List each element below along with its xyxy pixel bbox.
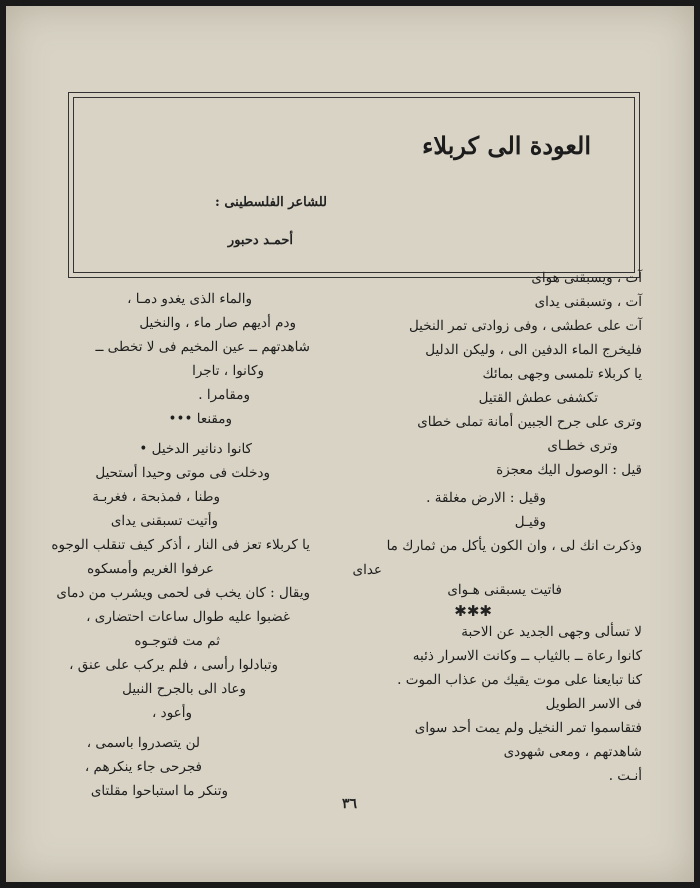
verse-line: لن يتصدروا باسمى ، [86,735,200,751]
poem-right-column [332,270,642,790]
verse-line: عداى [352,562,382,578]
verse-line: كانوا رعاة ــ بالثياب ــ وكانت الاسرار ذئبه [412,648,642,664]
verse-line: كنا تبايعنا على موت يقيك من عذاب الموت . [397,672,642,688]
verse-line: آت ، وتسبقنى يداى [534,294,642,310]
verse-line: عرفوا الغريم وأمسكوه [87,561,214,577]
poet-label: للشاعر الفلسطينى : [215,195,327,210]
verse-line: فتقاسموا تمر النخيل ولم يمت أحد سوای [414,720,642,736]
verse-line: وتنكر ما استباحوا مقلتاى [90,783,228,799]
verse-line: ودم أديهم صار ماء ، والنخيل [139,315,296,331]
verse-line: آت ، ويسبقنى هواى [531,270,642,286]
section-divider-stars: ✱✱✱ [454,602,492,620]
poet-name: أحمـد دحبور [227,233,293,248]
verse-line: وطنا ، فمذبحة ، فغربـة [92,489,220,505]
verse-line: وقيل : الارض مغلقة . [426,490,546,506]
verse-line: فاتيت يسبقنى هـواى [447,582,562,598]
title-frame [68,92,640,278]
verse-line: وترى على جرح الجبين أمانة تملى خطاى [417,414,642,430]
verse-line: وكانوا ، تاجرا [192,363,264,379]
page-number: ٣٦ [342,796,358,812]
magazine-page [6,6,694,882]
title-frame-inner-border [73,97,635,273]
verse-line: والماء الذى يغدو دمـا ، [127,291,252,307]
verse-line: قيل : الوصول اليك معجزة [496,462,642,478]
verse-line: فليخرج الماء الدفين الى ، وليكن الدليل [425,342,642,358]
verse-line: ودخلت فى موتى وحيدا أستحيل [95,465,270,481]
verse-line: شاهدتهم ، ومعى شهودى [503,744,642,760]
verse-line: ومقامرا . [198,387,250,403]
verse-line: وأعود ، [152,705,192,721]
verse-line: أنـت . [608,768,642,784]
verse-line: غضبوا عليه طوال ساعات احتضارى ، [86,609,290,625]
verse-line: وأتيت تسبقنى يداى [110,513,218,529]
verse-line: وترى خطـاى [547,438,618,454]
verse-line: آت على عطشى ، وفى زوادتى تمر النخيل [408,318,642,334]
verse-line: كانوا دنانير الدخيل • [139,441,252,457]
verse-line: لا تسألى وجهى الجديد عن الاحبة [461,624,642,640]
verse-line: يا كربلاء تعز فى النار ، أذكر كيف تنقلب الوجوه [51,537,310,553]
verse-line: ثم مت فتوجـوه [134,633,220,649]
verse-line: وذكرت انك لى ، وان الكون يأكل من ثمارك ما [386,538,642,554]
verse-line: شاهدتهم ــ عين المخيم فى لا تخطى ــ [95,339,310,355]
verse-line: ومقنعا ••• [168,411,232,427]
poem-title: العودة الى كربلاء [422,131,591,160]
poem-left-column [10,291,310,799]
verse-line: ويقال : كان يخب فى لحمى ويشرب من دماى [56,585,310,601]
verse-line: وتبادلوا رأسى ، فلم يركب على عنق ، [69,657,278,673]
verse-line: يا كربلاء تلمسى وجهى بمائك [482,366,642,382]
verse-line: وعاد الى بالجرح النبيل [122,681,246,697]
verse-line: تكشفى عطش القتيل [478,390,598,406]
verse-line: فجرحى جاء ينكرهم ، [84,759,202,775]
verse-line: وقيـل [514,514,546,530]
verse-line: فى الاسر الطويل [545,696,642,712]
